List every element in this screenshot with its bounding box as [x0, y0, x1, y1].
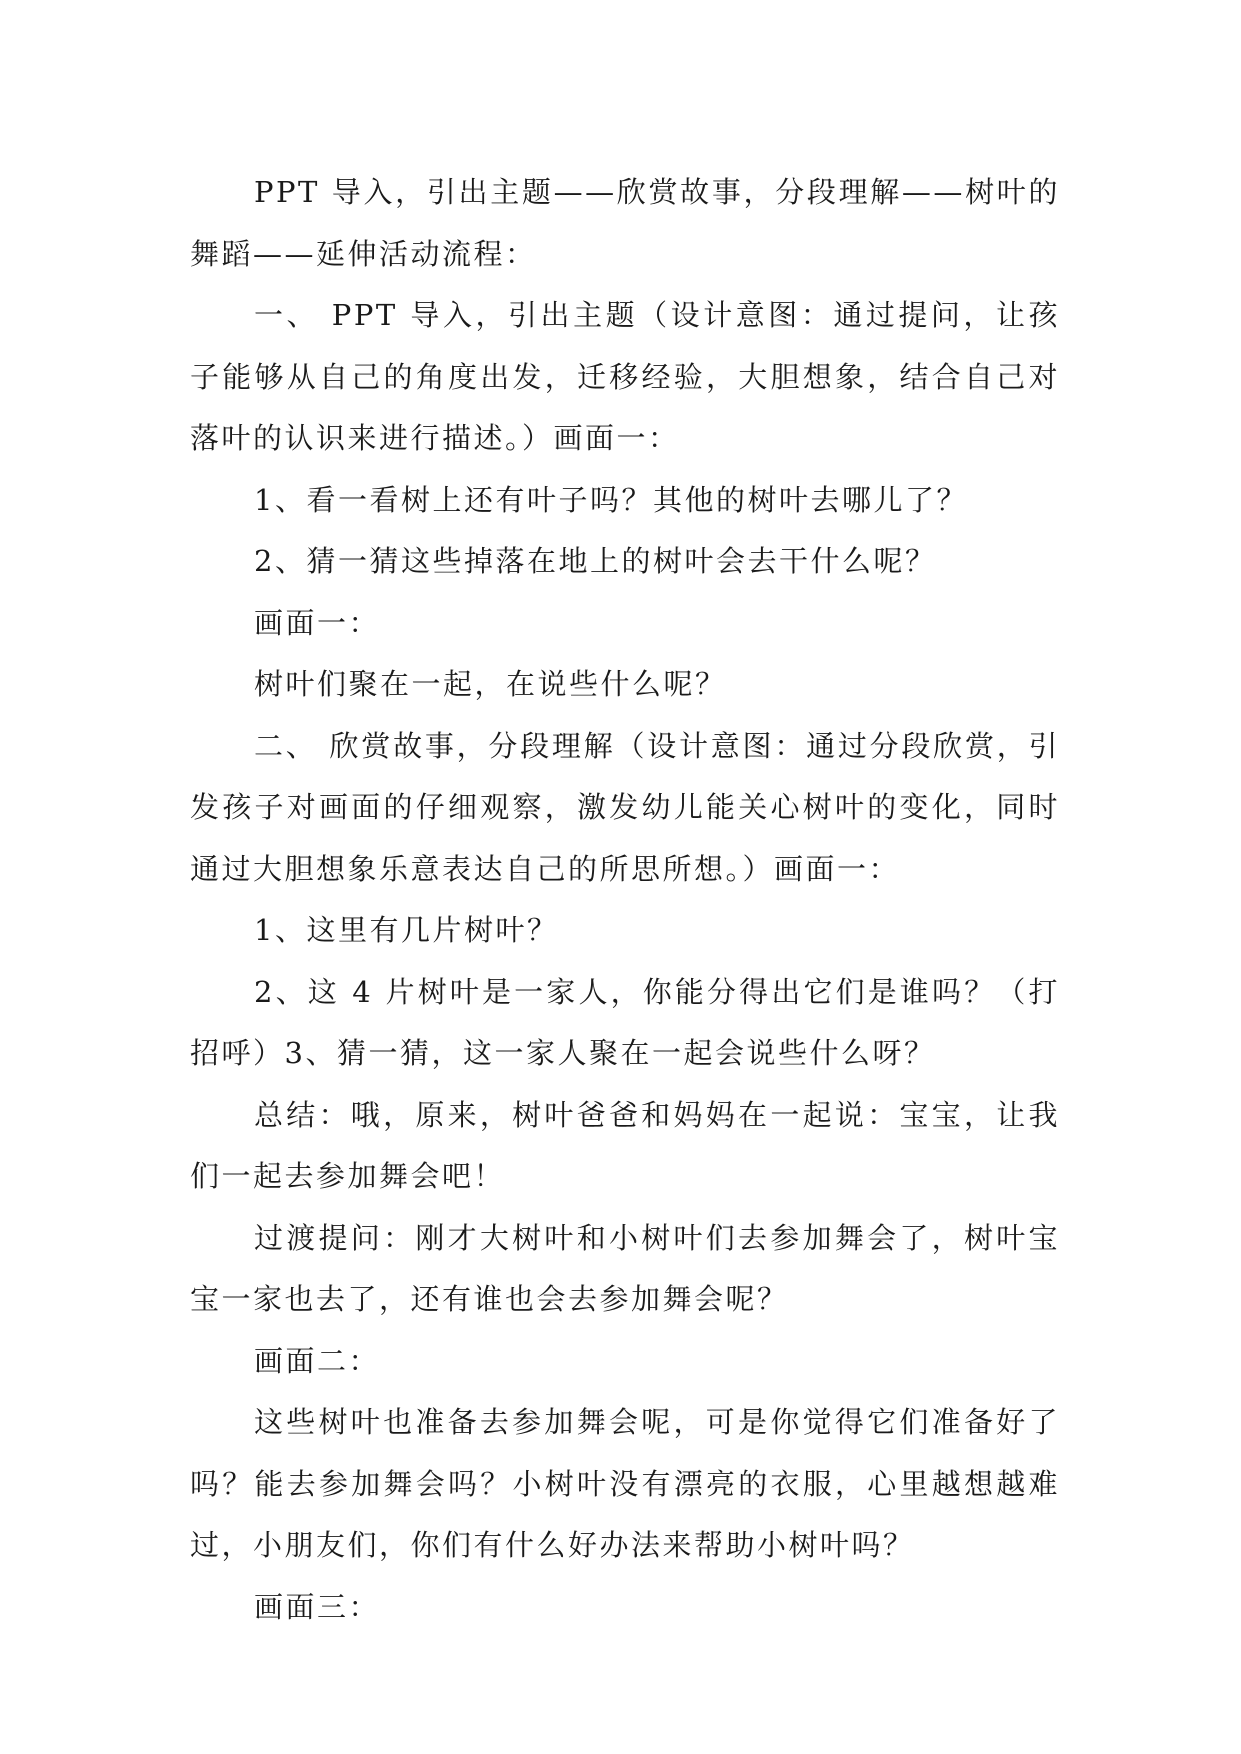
- paragraph-scene-three: 画面三：: [254, 1589, 381, 1624]
- paragraph-scene-two: 画面二：: [254, 1343, 381, 1378]
- paragraph-section-one: 一、 PPT 导入，引出主题（设计意图：通过提问，让孩子能够从自己的角度出发，迁移经验，大胆想象，结合自己对落叶的认识来进行描述。）画面一：: [190, 298, 1060, 455]
- paragraph-question-leaves-count: 1、这里有几片树叶？: [254, 913, 559, 947]
- paragraph-section-two: 二、 欣赏故事，分段理解（设计意图：通过分段欣赏，引发孩子对画面的仔细观察，激发幼儿能关心树叶的变化，同时通过大胆想象乐意表达自己的所思所想。）画面一：: [190, 728, 1060, 886]
- paragraph-scene-two-text: 这些树叶也准备去参加舞会呢，可是你觉得它们准备好了吗？能去参加舞会吗？小树叶没有漂亮的衣服，心里越想越难过，小朋友们，你们有什么好办法来帮助小树叶吗？: [190, 1405, 1060, 1562]
- paragraph-summary: 总结：哦，原来，树叶爸爸和妈妈在一起说：宝宝，让我们一起去参加舞会吧！: [190, 1097, 1060, 1193]
- paragraph-intro-flow: PPT 导入，引出主题——欣赏故事，分段理解——树叶的舞蹈——延伸活动流程：: [190, 175, 1060, 271]
- paragraph-transition-question: 过渡提问：刚才大树叶和小树叶们去参加舞会了，树叶宝宝一家也去了，还有谁也会去参加舞会呢？: [190, 1220, 1060, 1316]
- paragraph-scene-one-question: 树叶们聚在一起，在说些什么呢？: [254, 667, 727, 701]
- paragraph-question-1: 1、看一看树上还有叶子吗？其他的树叶去哪儿了？: [254, 482, 968, 517]
- paragraph-question-2: 2、猜一猜这些掉落在地上的树叶会去干什么呢？: [254, 544, 937, 578]
- paragraph-scene-one: 画面一：: [254, 605, 381, 640]
- document-body: [190, 162, 1060, 1638]
- paragraph-question-family: 2、这 4 片树叶是一家人，你能分得出它们是谁吗？（打招呼）3、猜一猜，这一家人聚在一起会说些什么呀？: [190, 974, 1060, 1070]
